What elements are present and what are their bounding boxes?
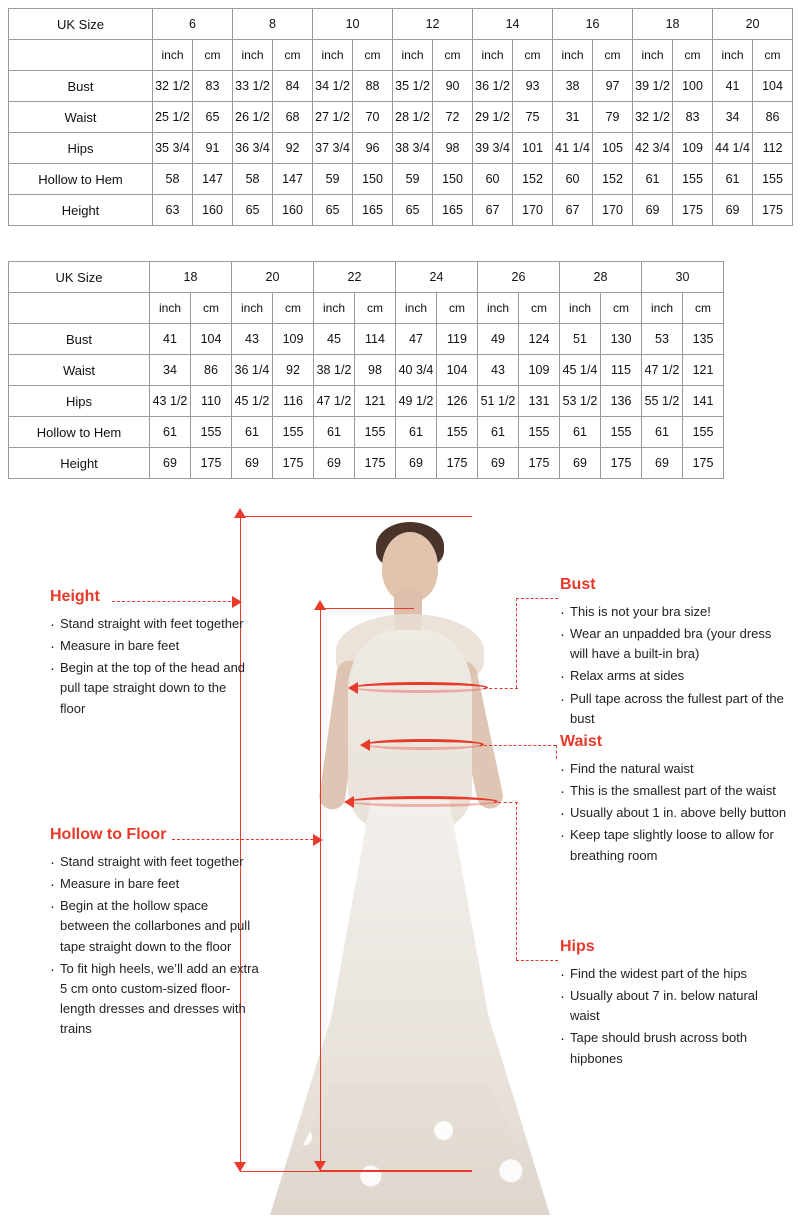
- measurement-label: Height: [9, 448, 150, 479]
- measurement-cell: 155: [437, 417, 478, 448]
- measurement-cell: 155: [753, 164, 793, 195]
- callout-hips-list: [560, 964, 784, 1069]
- measurement-cell: 116: [273, 386, 314, 417]
- hips-leader-to-band: [498, 802, 518, 803]
- unit-cell: inch: [478, 293, 519, 324]
- measurement-cell: 36 1/4: [232, 355, 273, 386]
- size-header-cell: 30: [642, 262, 724, 293]
- unit-cell: inch: [393, 40, 433, 71]
- measurement-cell: 69: [314, 448, 355, 479]
- measurement-cell: 47 1/2: [642, 355, 683, 386]
- measurement-cell: 51 1/2: [478, 386, 519, 417]
- measurement-cell: 175: [437, 448, 478, 479]
- measurement-cell: 86: [753, 102, 793, 133]
- measurement-cell: 61: [232, 417, 273, 448]
- measurement-cell: 61: [396, 417, 437, 448]
- waist-leader-horizontal: [484, 745, 556, 746]
- callout-list-item: · Stand straight with feet together: [50, 614, 250, 634]
- measurement-cell: 152: [513, 164, 553, 195]
- measurement-cell: 65: [193, 102, 233, 133]
- measurement-cell: 69: [396, 448, 437, 479]
- callout-list-item: · This is the smallest part of the waist: [560, 781, 792, 801]
- measurement-cell: 68: [273, 102, 313, 133]
- measurement-label: Bust: [9, 324, 150, 355]
- measurement-cell: 104: [191, 324, 232, 355]
- measurement-cell: 40 3/4: [396, 355, 437, 386]
- measurement-cell: 43: [478, 355, 519, 386]
- measurement-cell: 55 1/2: [642, 386, 683, 417]
- measurement-cell: 34: [713, 102, 753, 133]
- measurement-cell: 175: [673, 195, 713, 226]
- unit-cell: inch: [153, 40, 193, 71]
- table-row: [9, 417, 724, 448]
- measurement-cell: 41: [713, 71, 753, 102]
- bust-leader-horizontal: [516, 598, 558, 599]
- hollow-to-floor-measure-line: [320, 608, 321, 1170]
- callout-waist-title: Waist: [560, 733, 603, 750]
- measurement-cell: 119: [437, 324, 478, 355]
- measurement-cell: 175: [683, 448, 724, 479]
- measurement-cell: 69: [560, 448, 601, 479]
- measurement-cell: 47: [396, 324, 437, 355]
- unit-cell: inch: [396, 293, 437, 324]
- measurement-label: Waist: [9, 355, 150, 386]
- measurement-cell: 37 3/4: [313, 133, 353, 164]
- measurement-cell: 61: [560, 417, 601, 448]
- measurement-cell: 36 1/2: [473, 71, 513, 102]
- measurement-cell: 90: [433, 71, 473, 102]
- unit-cell: inch: [642, 293, 683, 324]
- unit-cell: inch: [560, 293, 601, 324]
- table2-body: [9, 262, 724, 479]
- measurement-cell: 28 1/2: [393, 102, 433, 133]
- measurement-cell: 69: [232, 448, 273, 479]
- model-illustration: [250, 510, 570, 1215]
- hips-tape-band: [348, 796, 498, 807]
- table-row: [9, 71, 793, 102]
- size-header-cell: 18: [633, 9, 713, 40]
- measurement-cell: 43 1/2: [150, 386, 191, 417]
- measurement-cell: 61: [150, 417, 191, 448]
- callout-hips: [560, 938, 784, 1071]
- callout-list-item: · Usually about 1 in. above belly button: [560, 803, 792, 823]
- measurement-cell: 175: [601, 448, 642, 479]
- measurement-cell: 45 1/2: [232, 386, 273, 417]
- unit-cell: inch: [232, 293, 273, 324]
- callout-list-item: · Find the widest part of the hips: [560, 964, 784, 984]
- measurement-cell: 25 1/2: [153, 102, 193, 133]
- unit-cell: inch: [313, 40, 353, 71]
- unit-cell: cm: [355, 293, 396, 324]
- measurement-cell: 100: [673, 71, 713, 102]
- size-table-uk-6-20: [8, 8, 793, 226]
- size-header-cell: 20: [232, 262, 314, 293]
- bust-tape-band: [352, 682, 488, 693]
- measurement-cell: 35 1/2: [393, 71, 433, 102]
- measurement-cell: 121: [355, 386, 396, 417]
- measurement-cell: 61: [642, 417, 683, 448]
- measurement-cell: 175: [355, 448, 396, 479]
- measurement-cell: 69: [150, 448, 191, 479]
- callout-hips-title: Hips: [560, 938, 595, 955]
- unit-cell: inch: [233, 40, 273, 71]
- measurement-cell: 150: [353, 164, 393, 195]
- measurement-cell: 152: [593, 164, 633, 195]
- callout-hollow-to-floor-title: Hollow to Floor: [50, 826, 167, 843]
- measurement-cell: 49 1/2: [396, 386, 437, 417]
- measurement-cell: 124: [519, 324, 560, 355]
- bust-leader-vertical: [516, 598, 517, 688]
- callout-hollow-to-floor-list: [50, 852, 260, 1039]
- measurement-diagram: [0, 500, 800, 1226]
- unit-cell: inch: [713, 40, 753, 71]
- height-bottom-tick: [240, 1171, 472, 1172]
- measurement-cell: 175: [273, 448, 314, 479]
- table-row: [9, 448, 724, 479]
- measurement-cell: 69: [633, 195, 673, 226]
- measurement-cell: 101: [513, 133, 553, 164]
- measurement-cell: 65: [393, 195, 433, 226]
- measurement-cell: 32 1/2: [633, 102, 673, 133]
- measurement-cell: 67: [473, 195, 513, 226]
- measurement-cell: 79: [593, 102, 633, 133]
- measurement-cell: 93: [513, 71, 553, 102]
- callout-bust: [560, 576, 790, 731]
- measurement-cell: 59: [393, 164, 433, 195]
- unit-cell: cm: [193, 40, 233, 71]
- callout-list-item: · Begin at the top of the head and pull tape straight down to the floor: [50, 658, 250, 718]
- measurement-cell: 109: [673, 133, 713, 164]
- measurement-cell: 65: [313, 195, 353, 226]
- table-row: [9, 386, 724, 417]
- unit-cell: cm: [437, 293, 478, 324]
- measurement-cell: 72: [433, 102, 473, 133]
- size-label-header: UK Size: [9, 9, 153, 40]
- table-header-row: [9, 262, 724, 293]
- measurement-cell: 175: [519, 448, 560, 479]
- unit-cell: cm: [519, 293, 560, 324]
- measurement-cell: 155: [355, 417, 396, 448]
- measurement-label: Hips: [9, 386, 150, 417]
- measurement-cell: 69: [713, 195, 753, 226]
- measurement-cell: 160: [193, 195, 233, 226]
- measurement-cell: 34 1/2: [313, 71, 353, 102]
- unit-cell: inch: [314, 293, 355, 324]
- measurement-cell: 109: [519, 355, 560, 386]
- size-header-cell: 22: [314, 262, 396, 293]
- callout-list-item: · Pull tape across the fullest part of the bust: [560, 689, 790, 729]
- unit-cell: inch: [150, 293, 191, 324]
- measurement-cell: 155: [673, 164, 713, 195]
- callout-height: [50, 588, 250, 721]
- callout-bust-list: [560, 602, 790, 729]
- measurement-cell: 150: [433, 164, 473, 195]
- measurement-cell: 155: [601, 417, 642, 448]
- unit-cell: cm: [673, 40, 713, 71]
- measurement-cell: 38: [553, 71, 593, 102]
- measurement-cell: 34: [150, 355, 191, 386]
- hips-leader-vertical: [516, 802, 517, 960]
- table-header-row: [9, 9, 793, 40]
- size-header-cell: 8: [233, 9, 313, 40]
- callout-waist-list: [560, 759, 792, 866]
- unit-cell: inch: [553, 40, 593, 71]
- hollow-top-tick: [320, 608, 414, 609]
- table-row: [9, 195, 793, 226]
- callout-list-item: · Find the natural waist: [560, 759, 792, 779]
- measurement-cell: 75: [513, 102, 553, 133]
- callout-list-item: · Keep tape slightly loose to allow for breathing room: [560, 825, 792, 865]
- measurement-cell: 51: [560, 324, 601, 355]
- measurement-cell: 43: [232, 324, 273, 355]
- unit-cell: cm: [513, 40, 553, 71]
- table-row: [9, 133, 793, 164]
- hollow-bottom-tick: [320, 1170, 472, 1171]
- unit-cell: cm: [683, 293, 724, 324]
- measurement-cell: 61: [314, 417, 355, 448]
- measurement-cell: 91: [193, 133, 233, 164]
- measurement-cell: 41 1/4: [553, 133, 593, 164]
- size-header-cell: 16: [553, 9, 633, 40]
- measurement-cell: 155: [273, 417, 314, 448]
- measurement-cell: 165: [433, 195, 473, 226]
- measurement-cell: 86: [191, 355, 232, 386]
- measurement-cell: 155: [683, 417, 724, 448]
- measurement-cell: 126: [437, 386, 478, 417]
- callout-bust-title: Bust: [560, 576, 596, 593]
- measurement-cell: 45 1/4: [560, 355, 601, 386]
- measurement-cell: 26 1/2: [233, 102, 273, 133]
- unit-cell: cm: [191, 293, 232, 324]
- measurement-cell: 39 3/4: [473, 133, 513, 164]
- measurement-cell: 38 1/2: [314, 355, 355, 386]
- size-header-cell: 12: [393, 9, 473, 40]
- measurement-cell: 96: [353, 133, 393, 164]
- measurement-cell: 61: [633, 164, 673, 195]
- measurement-cell: 41: [150, 324, 191, 355]
- measurement-label: Hollow to Hem: [9, 164, 153, 195]
- size-header-cell: 28: [560, 262, 642, 293]
- measurement-cell: 47 1/2: [314, 386, 355, 417]
- measurement-cell: 160: [273, 195, 313, 226]
- measurement-cell: 98: [355, 355, 396, 386]
- bust-band-arrow: [348, 682, 358, 694]
- measurement-label: Hips: [9, 133, 153, 164]
- measurement-label: Height: [9, 195, 153, 226]
- callout-list-item: · Tape should brush across both hipbones: [560, 1028, 784, 1068]
- measurement-cell: 136: [601, 386, 642, 417]
- measurement-cell: 165: [353, 195, 393, 226]
- measurement-cell: 92: [273, 133, 313, 164]
- measurement-cell: 155: [519, 417, 560, 448]
- measurement-cell: 53 1/2: [560, 386, 601, 417]
- waist-tape-band: [364, 739, 484, 750]
- measurement-cell: 38 3/4: [393, 133, 433, 164]
- size-header-cell: 6: [153, 9, 233, 40]
- measurement-cell: 115: [601, 355, 642, 386]
- waist-band-arrow: [360, 739, 370, 751]
- measurement-cell: 105: [593, 133, 633, 164]
- measurement-cell: 155: [191, 417, 232, 448]
- measurement-cell: 104: [753, 71, 793, 102]
- measurement-cell: 67: [553, 195, 593, 226]
- measurement-label: Hollow to Hem: [9, 417, 150, 448]
- unit-row-spacer: [9, 293, 150, 324]
- measurement-cell: 83: [673, 102, 713, 133]
- height-top-tick: [240, 516, 472, 517]
- size-header-cell: 10: [313, 9, 393, 40]
- waist-leader-vertical: [556, 745, 557, 759]
- measurement-cell: 70: [353, 102, 393, 133]
- callout-list-item: · This is not your bra size!: [560, 602, 790, 622]
- callout-list-item: · Relax arms at sides: [560, 666, 790, 686]
- measurement-cell: 121: [683, 355, 724, 386]
- table-row: [9, 355, 724, 386]
- callout-list-item: · Stand straight with feet together: [50, 852, 260, 872]
- callout-list-item: · To fit high heels, we’ll add an extra 5 cm onto custom-sized floor-length dresses and dresses with trains: [50, 959, 260, 1040]
- measurement-cell: 44 1/4: [713, 133, 753, 164]
- measurement-cell: 114: [355, 324, 396, 355]
- measurement-cell: 65: [233, 195, 273, 226]
- measurement-cell: 97: [593, 71, 633, 102]
- measurement-cell: 31: [553, 102, 593, 133]
- measurement-cell: 83: [193, 71, 233, 102]
- measurement-cell: 130: [601, 324, 642, 355]
- measurement-cell: 88: [353, 71, 393, 102]
- callout-list-item: · Wear an unpadded bra (your dress will have a built-in bra): [560, 624, 790, 664]
- measurement-label: Waist: [9, 102, 153, 133]
- measurement-cell: 131: [519, 386, 560, 417]
- unit-cell: cm: [353, 40, 393, 71]
- measurement-cell: 53: [642, 324, 683, 355]
- table-unit-row: [9, 40, 793, 71]
- unit-cell: cm: [593, 40, 633, 71]
- size-header-cell: 26: [478, 262, 560, 293]
- measurement-cell: 147: [193, 164, 233, 195]
- unit-cell: cm: [273, 293, 314, 324]
- callout-list-item: · Measure in bare feet: [50, 636, 250, 656]
- measurement-cell: 60: [553, 164, 593, 195]
- unit-cell: cm: [753, 40, 793, 71]
- measurement-cell: 58: [233, 164, 273, 195]
- unit-cell: inch: [473, 40, 513, 71]
- measurement-cell: 104: [437, 355, 478, 386]
- measurement-cell: 29 1/2: [473, 102, 513, 133]
- measurement-cell: 170: [593, 195, 633, 226]
- size-label-header: UK Size: [9, 262, 150, 293]
- size-header-cell: 14: [473, 9, 553, 40]
- callout-height-list: [50, 614, 250, 719]
- measurement-cell: 60: [473, 164, 513, 195]
- table-row: [9, 102, 793, 133]
- size-header-cell: 20: [713, 9, 793, 40]
- measurement-cell: 98: [433, 133, 473, 164]
- measurement-cell: 42 3/4: [633, 133, 673, 164]
- unit-cell: cm: [433, 40, 473, 71]
- measurement-cell: 69: [478, 448, 519, 479]
- callout-hollow-to-floor: [50, 826, 260, 1041]
- table-row: [9, 324, 724, 355]
- unit-cell: inch: [633, 40, 673, 71]
- unit-cell: cm: [601, 293, 642, 324]
- measurement-cell: 110: [191, 386, 232, 417]
- size-header-cell: 18: [150, 262, 232, 293]
- measurement-cell: 32 1/2: [153, 71, 193, 102]
- measurement-cell: 61: [713, 164, 753, 195]
- measurement-cell: 175: [753, 195, 793, 226]
- measurement-cell: 33 1/2: [233, 71, 273, 102]
- unit-row-spacer: [9, 40, 153, 71]
- measurement-cell: 63: [153, 195, 193, 226]
- measurement-cell: 58: [153, 164, 193, 195]
- measurement-cell: 61: [478, 417, 519, 448]
- measurement-cell: 36 3/4: [233, 133, 273, 164]
- measurement-cell: 69: [642, 448, 683, 479]
- measurement-cell: 39 1/2: [633, 71, 673, 102]
- measurement-cell: 49: [478, 324, 519, 355]
- measurement-cell: 84: [273, 71, 313, 102]
- measurement-cell: 135: [683, 324, 724, 355]
- hollow-leader-arrow: [313, 834, 323, 846]
- table-row: [9, 164, 793, 195]
- callout-list-item: · Begin at the hollow space between the collarbones and pull tape straight down to the floor: [50, 896, 260, 956]
- table-unit-row: [9, 293, 724, 324]
- callout-list-item: · Measure in bare feet: [50, 874, 260, 894]
- table1-body: [9, 9, 793, 226]
- measurement-cell: 147: [273, 164, 313, 195]
- callout-height-title: Height: [50, 588, 100, 605]
- measurement-cell: 175: [191, 448, 232, 479]
- measurement-cell: 92: [273, 355, 314, 386]
- measurement-cell: 109: [273, 324, 314, 355]
- callout-waist: [560, 733, 792, 868]
- bust-leader-to-band: [484, 688, 518, 689]
- measurement-cell: 35 3/4: [153, 133, 193, 164]
- measurement-cell: 141: [683, 386, 724, 417]
- measurement-cell: 112: [753, 133, 793, 164]
- measurement-label: Bust: [9, 71, 153, 102]
- measurement-cell: 59: [313, 164, 353, 195]
- hips-leader-horizontal: [516, 960, 558, 961]
- size-header-cell: 24: [396, 262, 478, 293]
- callout-list-item: · Usually about 7 in. below natural waist: [560, 986, 784, 1026]
- measurement-cell: 170: [513, 195, 553, 226]
- measurement-cell: 45: [314, 324, 355, 355]
- hips-band-arrow: [344, 796, 354, 808]
- unit-cell: cm: [273, 40, 313, 71]
- size-table-uk-18-30: [8, 261, 724, 479]
- measurement-cell: 27 1/2: [313, 102, 353, 133]
